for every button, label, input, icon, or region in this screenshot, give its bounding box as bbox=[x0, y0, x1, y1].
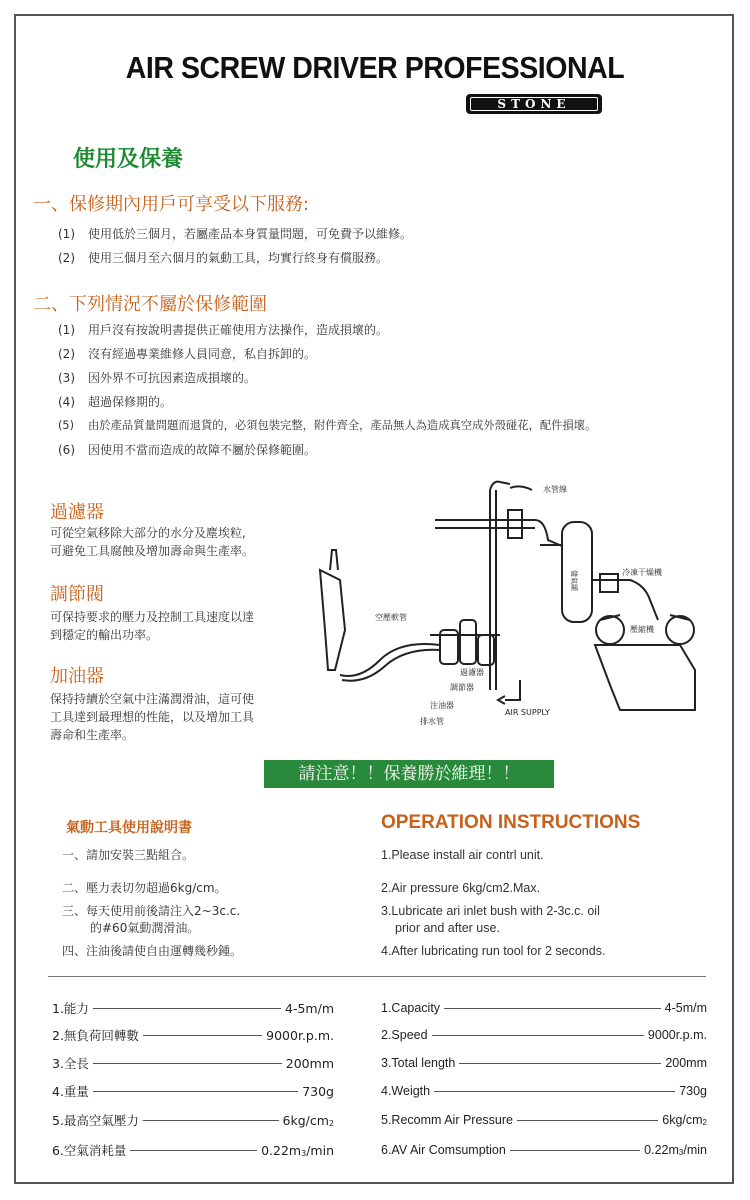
regulator-heading: 調節閥 bbox=[50, 584, 104, 605]
instruction-en-1: 1.Please install air contrl unit. bbox=[381, 848, 544, 862]
spec-cn-row: 1.能力 4-5m/m bbox=[52, 1000, 334, 1016]
instruction-cn-4: 四、注油後請使自由運轉幾秒鍾。 bbox=[62, 944, 243, 958]
air-supply-label: AIR SUPPLY bbox=[505, 708, 550, 717]
notice-banner: 請注意！！保養勝於維理！！ bbox=[264, 760, 554, 788]
spec-en-row: 1.Capacity 4-5m/m bbox=[381, 1001, 707, 1015]
oiler-label: 注油器 bbox=[430, 701, 454, 710]
spec-cn-row: 2.無負荷回轉數 9000r.p.m. bbox=[52, 1027, 334, 1043]
spec-en-row: 5.Recomm Air Pressure $6kg/cm_2$ bbox=[381, 1113, 707, 1127]
lubricator-heading: 加油器 bbox=[50, 666, 104, 687]
list-item: (1) 使用低於三個月，若屬產品本身質量問題，可免費予以維修。 bbox=[58, 227, 413, 241]
list-item: (2) 使用三個月至六個月的氣動工具，均實行終身有償服務。 bbox=[58, 251, 389, 265]
drain-label: 排水管 bbox=[420, 717, 444, 726]
tank-label: 儲氣罐 bbox=[570, 570, 578, 591]
exclusions-list bbox=[58, 318, 596, 462]
spec-en-row: 3.Total length 200mm bbox=[381, 1056, 707, 1070]
list-item: (4) 超過保修期的。 bbox=[58, 395, 173, 409]
list-item: (3) 因外界不可抗因素造成損壞的。 bbox=[58, 371, 257, 385]
warranty-list bbox=[58, 222, 412, 270]
instruction-en-2: 2.Air pressure 6kg/cm2.Max. bbox=[381, 881, 541, 895]
spec-cn-row: 4.重量 730g bbox=[52, 1083, 334, 1099]
page-title: AIR SCREW DRIVER PROFESSIONAL bbox=[125, 50, 625, 85]
instruction-en-4: 4.After lubricating run tool for 2 seconds. bbox=[381, 944, 606, 958]
spec-cn-row: 5.最高空氣壓力 $6kg/cm_2$ bbox=[52, 1112, 334, 1128]
instructions-en-heading: OPERATION INSTRUCTIONS bbox=[381, 812, 641, 833]
list-item: (2) 沒有經過專業維修人員同意，私自拆卸的。 bbox=[58, 347, 317, 361]
usage-title: 使用及保養 bbox=[73, 147, 184, 172]
dryer-label: 冷凍干燥機 bbox=[622, 568, 662, 577]
spec-en-row: 6.AV Air Comsumption $0.22m_3/\min$ bbox=[381, 1143, 707, 1157]
instructions-cn-heading: 氣動工具使用說明書 bbox=[66, 820, 192, 836]
spec-cn-row: 3.全長 200mm bbox=[52, 1055, 334, 1071]
instruction-cn-2: 二、壓力表切勿超過6kg/cm。 bbox=[62, 881, 227, 895]
brand-logo: STONE bbox=[466, 94, 602, 114]
divider bbox=[48, 976, 706, 977]
regulator-label: 調節器 bbox=[450, 683, 474, 692]
exclusions-heading: 二、下列情況不屬於保修範圍 bbox=[33, 294, 267, 315]
spec-cn-row: 6.空氣消耗量 $0.22m_3/\min$ bbox=[52, 1142, 334, 1158]
lubricator-desc: 保持持續於空氣中注滿潤滑油，這可使 工具達到最理想的性能，以及增加工具 壽命和生產率。 bbox=[50, 692, 255, 742]
hose-label: 空壓軟管 bbox=[375, 613, 407, 622]
water-pipe-label: 水管線 bbox=[543, 485, 567, 494]
instruction-cn-1: 一、請加安裝三點組合。 bbox=[62, 848, 195, 862]
filter-label: 過濾器 bbox=[460, 668, 484, 677]
regulator-desc: 可保持要求的壓力及控制工具速度以達 到穩定的輸出功率。 bbox=[50, 610, 255, 642]
compressor-label: 壓縮機 bbox=[630, 625, 654, 634]
instruction-cn-3: 三、每天使用前後請注入2~3c.c. 的#60氣動潤滑油。 bbox=[62, 904, 241, 935]
filter-heading: 過濾器 bbox=[50, 502, 104, 523]
filter-desc: 可從空氣移除大部分的水分及塵埃粒, 可避免工具腐蝕及增加壽命與生產率。 bbox=[50, 526, 255, 558]
instruction-en-3: 3.Lubricate ari inlet bush with 2-3c.c. oil prior and after use. bbox=[381, 904, 600, 935]
spec-en-row: 4.Weigth 730g bbox=[381, 1084, 707, 1098]
list-item: (5) 由於產品質量問題而退貨的，必須包裝完整，附件齊全，產品無人為造成真空成外殼碰花，配件損壞。 bbox=[58, 419, 597, 432]
list-item: (1) 用戶沒有按說明書提供正確使用方法操作，造成損壞的。 bbox=[58, 323, 389, 337]
warranty-heading: 一、保修期內用戶可享受以下服務: bbox=[33, 194, 310, 215]
list-item: (6) 因使用不當而造成的故障不屬於保修範圍。 bbox=[58, 443, 317, 457]
spec-en-row: 2.Speed 9000r.p.m. bbox=[381, 1028, 707, 1042]
air-system-diagram bbox=[300, 470, 730, 740]
